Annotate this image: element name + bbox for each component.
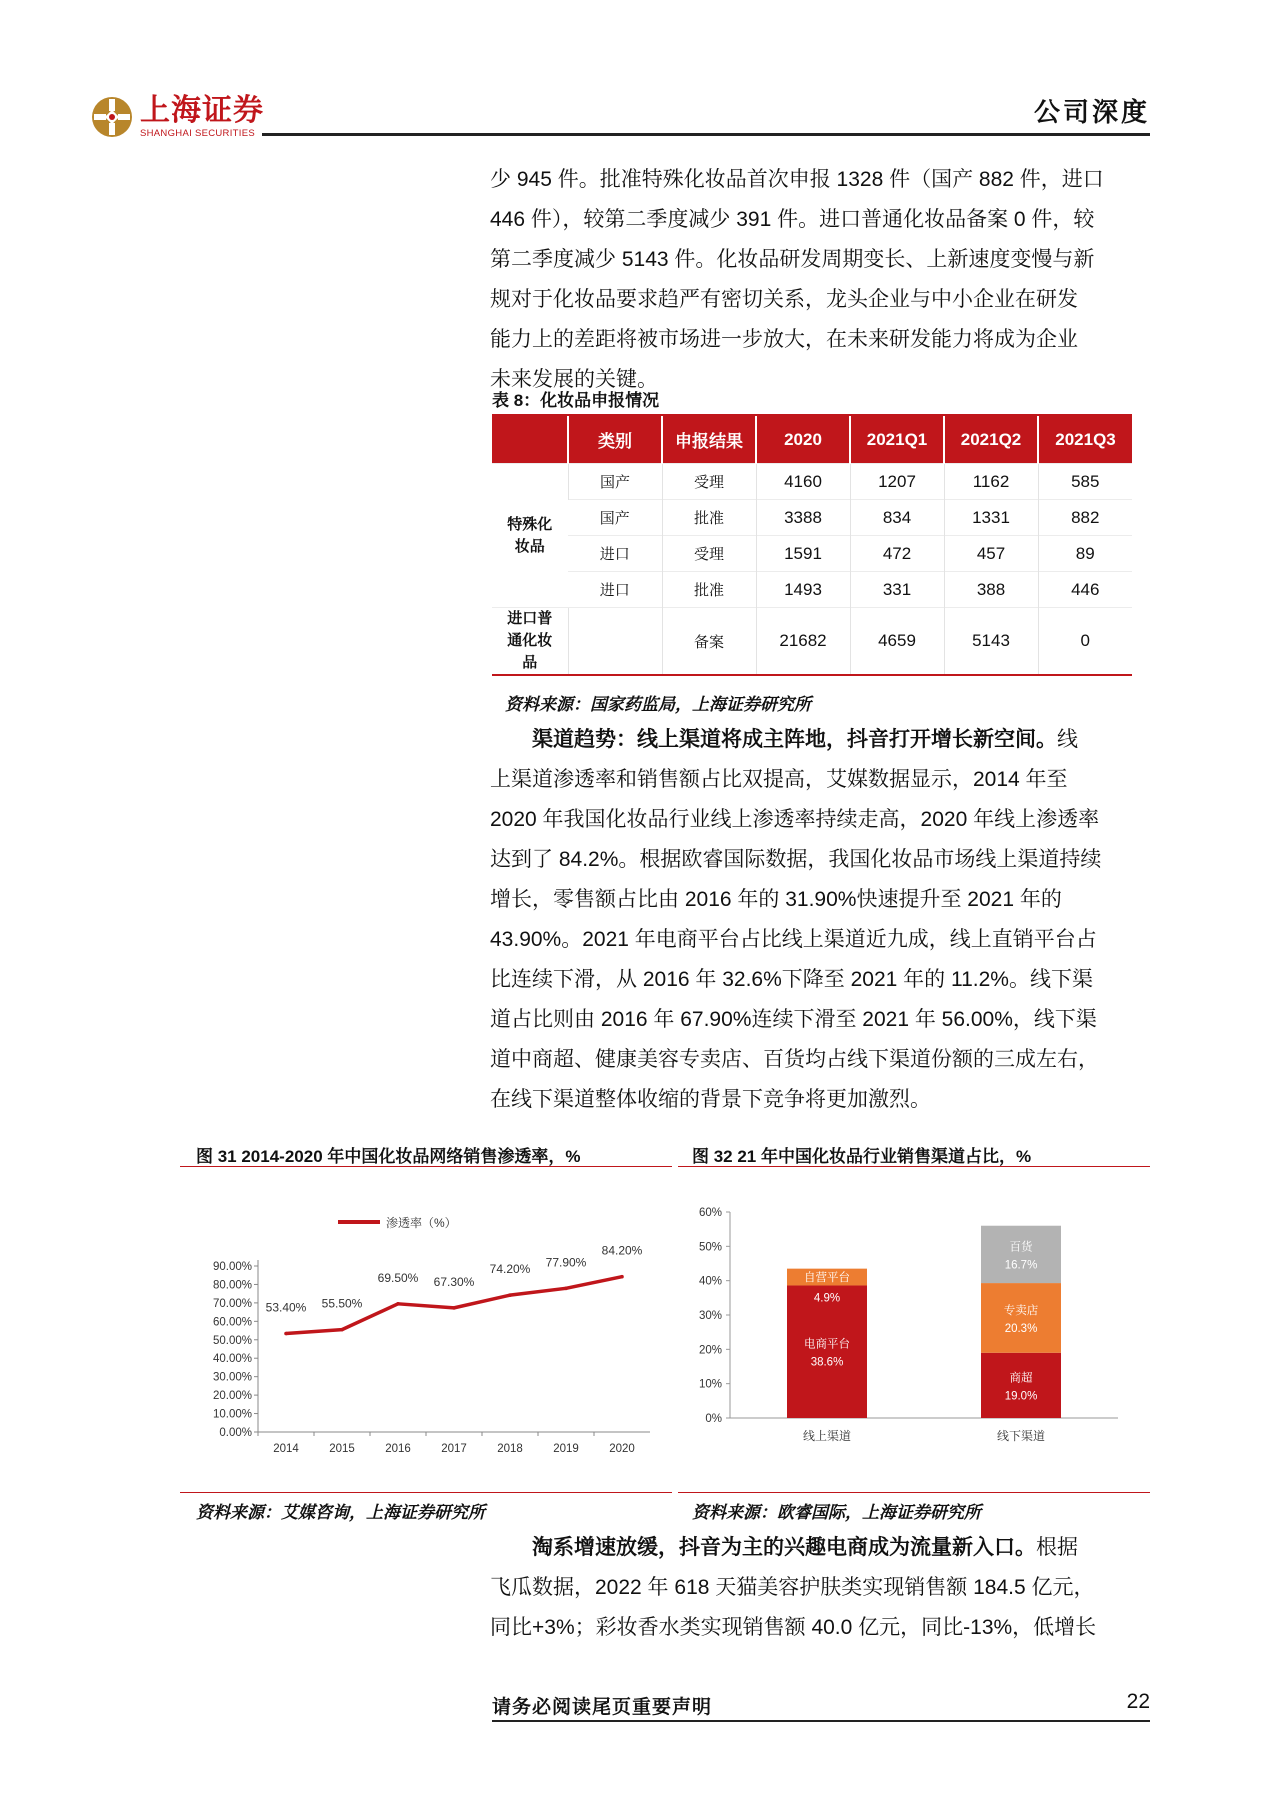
para2-lead: 渠道趋势：线上渠道将成主阵地，抖音打开增长新空间。 [532,728,1057,751]
para1-line: 446 件），较第二季度减少 391 件。进口普通化妆品备案 0 件，较 [490,208,1095,231]
table-cell: 834 [850,500,944,536]
bar-segment [981,1353,1061,1418]
x-tick-label: 2015 [329,1443,355,1455]
table-cell: 89 [1038,536,1132,572]
bar-segment [981,1283,1061,1353]
x-tick-label: 2014 [273,1443,299,1455]
y-tick-label: 10.00% [212,1408,252,1421]
data-label: 84.20% [601,1243,643,1258]
table-header-row [492,416,1132,464]
brand-logo [90,95,264,139]
table-cell: 1207 [850,464,944,500]
figure-32-bottom-rule [678,1492,1150,1493]
data-point [564,1287,568,1291]
para1-line: 第二季度减少 5143 件。化妆品研发周期变长、上新速度变慢与新 [490,248,1095,271]
table-cell: 批准 [662,500,756,536]
table-cell: 受理 [662,464,756,500]
data-point [620,1275,624,1279]
para1-line: 未来发展的关键。 [490,368,658,391]
table-cell: 批准 [662,572,756,608]
para1-line: 能力上的差距将被市场进一步放大，在未来研发能力将成为企业 [490,328,1078,351]
category-label: 线下渠道 [996,1429,1046,1443]
y-tick-label: 30.00% [212,1371,252,1384]
y-tick-label: 40.00% [212,1353,252,1366]
para3-lead: 淘系增速放缓，抖音为主的兴趣电商成为流量新入口。 [532,1536,1036,1559]
x-tick-label: 2019 [553,1443,579,1455]
para2-line: 达到了 84.2%。根据欧睿国际数据，我国化妆品市场线上渠道持续 [490,848,1102,871]
para2-line: 比连续下滑，从 2016 年 32.6%下降至 2021 年的 11.2%。线下渠 [490,968,1093,991]
table-cell: 国产 [568,500,662,536]
para1-line: 少 945 件。批准特殊化妆品首次申报 1328 件（国产 882 件，进口 [490,168,1104,191]
table-cell: 进口 [568,536,662,572]
data-label: 55.50% [321,1296,363,1311]
para1-line: 规对于化妆品要求趋严有密切关系，龙头企业与中小企业在研发 [490,288,1078,311]
body-paragraph-3 [490,1528,1150,1648]
logo-english-name: SHANGHAI SECURITIES [140,127,255,139]
segment-name-label: 商超 [1009,1372,1033,1385]
table-title: 表 8：化妆品申报情况 [492,391,660,410]
table-header-cell: 类别 [568,416,662,464]
segment-name-label: 专卖店 [1003,1304,1039,1317]
para2-line: 2020 年我国化妆品行业线上渗透率持续走高，2020 年线上渗透率 [490,808,1100,831]
segment-name-label: 自营平台 [804,1272,850,1285]
figure-31-title: 图 31 2014-2020 年中国化妆品网络销售渗透率，% [196,1147,581,1166]
y-tick-label: 90.00% [212,1261,252,1273]
table-cell: 0 [1038,608,1132,675]
y-tick-label: 20% [698,1344,722,1357]
footer-notice: 请务必阅读尾页重要声明 [492,1697,713,1718]
group-label-line: 进口普 [507,610,553,627]
y-tick-label: 50% [698,1241,722,1254]
data-point [452,1306,456,1310]
segment-value-label: 19.0% [1004,1390,1038,1403]
table-header-cell: 2021Q3 [1038,416,1132,464]
x-tick-label: 2016 [385,1443,411,1455]
penetration-line-chart [180,1186,672,1486]
table-cell: 备案 [662,608,756,675]
channel-stacked-bar-chart [678,1186,1150,1486]
table-cell: 446 [1038,572,1132,608]
y-tick-label: 30% [698,1310,722,1322]
bar-segment [787,1285,867,1418]
table-cell: 331 [850,572,944,608]
figure-32-title: 图 32 21 年中国化妆品行业销售渠道占比，% [692,1147,1032,1166]
x-tick-label: 2018 [497,1443,523,1455]
declaration-table [492,414,1132,676]
table-header-cell: 2020 [756,416,850,464]
data-label: 74.20% [489,1262,531,1277]
para2-line: 道中商超、健康美容专卖店、百货均占线下渠道份额的三成左右， [490,1048,1099,1071]
table-row [492,608,1132,675]
bar-segment [981,1226,1061,1283]
data-point [340,1328,344,1332]
data-label: 53.40% [265,1300,307,1315]
para3-line: 飞瓜数据，2022 年 618 天猫美容护肤类实现销售额 184.5 亿元， [490,1576,1095,1599]
para2-line: 43.90%。2021 年电商平台占比线上渠道近九成，线上直销平台占 [490,928,1097,951]
y-tick-label: 60% [698,1207,722,1219]
x-tick-label: 2017 [441,1443,467,1455]
table-header-cell: 2021Q2 [944,416,1038,464]
segment-name-label: 百货 [1009,1241,1033,1254]
footer-divider [492,1720,1150,1722]
table-row [492,536,1132,572]
table-cell: 5143 [944,608,1038,675]
para2-line: 上渠道渗透率和销售额占比双提高，艾媒数据显示，2014 年至 [490,768,1068,791]
category-label: 线上渠道 [802,1429,852,1443]
group-label-line: 通化妆 [507,632,553,649]
group-cell-import-general [492,608,568,675]
table-cell: 3388 [756,500,850,536]
table-cell [568,608,662,675]
y-tick-label: 60.00% [212,1316,252,1329]
y-tick-label: 20.00% [212,1390,252,1403]
para3-line: 同比+3%；彩妆香水类实现销售额 40.0 亿元，同比-13%，低增长 [490,1616,1097,1639]
legend-label: 渗透率（%） [386,1216,457,1230]
figure-31-top-rule [180,1166,672,1167]
y-tick-label: 10% [698,1378,722,1391]
para2-line: 在线下渠道整体收缩的背景下竞争将更加激烈。 [490,1088,931,1111]
group-label-line: 妆品 [514,537,545,555]
figure-32-source: 资料来源：欧睿国际，上海证券研究所 [692,1503,981,1522]
table-cell: 国产 [568,464,662,500]
table-cell: 4160 [756,464,850,500]
data-point [508,1293,512,1297]
table-cell: 585 [1038,464,1132,500]
table-cell: 472 [850,536,944,572]
logo-mark-icon [90,95,134,139]
table-cell: 1162 [944,464,1038,500]
table-cell: 受理 [662,536,756,572]
table-cell: 1493 [756,572,850,608]
segment-value-label: 16.7% [1004,1259,1038,1272]
section-tag: 公司深度 [1033,97,1150,127]
y-tick-label: 70.00% [212,1297,252,1310]
body-paragraph-1 [490,160,1150,400]
table-cell: 388 [944,572,1038,608]
y-tick-label: 0% [705,1413,722,1425]
segment-value-label: 4.9% [813,1292,841,1305]
table-cell: 21682 [756,608,850,675]
table-header-cell: 申报结果 [662,416,756,464]
table-row [492,464,1132,500]
para3-line: 根据 [1036,1536,1078,1559]
group-label-line: 特殊化 [507,515,553,533]
figure-31-source: 资料来源：艾媒咨询，上海证券研究所 [196,1503,485,1522]
table-cell: 4659 [850,608,944,675]
group-cell-special [492,464,568,608]
logo-chinese-name: 上海证券 [140,93,264,127]
segment-value-label: 20.3% [1004,1322,1038,1335]
data-label: 67.30% [433,1274,475,1289]
table-row [492,572,1132,608]
para2-line: 线 [1057,728,1078,751]
figure-31-bottom-rule [180,1492,672,1493]
segment-name-label: 电商平台 [804,1338,850,1351]
table-cell: 进口 [568,572,662,608]
para2-line: 道占比则由 2016 年 67.90%连续下滑至 2021 年 56.00%，线下渠 [490,1008,1097,1031]
page-number: 22 [1126,1690,1150,1713]
segment-value-label: 38.6% [810,1356,844,1369]
table-cell: 1331 [944,500,1038,536]
table-source: 资料来源：国家药监局，上海证券研究所 [505,695,811,714]
x-tick-label: 2020 [609,1443,635,1455]
body-paragraph-2 [490,720,1150,1120]
group-label-line: 品 [522,654,538,671]
y-tick-label: 0.00% [219,1427,252,1439]
table-cell: 882 [1038,500,1132,536]
table-cell: 457 [944,536,1038,572]
data-point [284,1332,288,1336]
table-header-cell [492,416,568,464]
y-tick-label: 80.00% [212,1279,252,1292]
table-header-cell: 2021Q1 [850,416,944,464]
table-cell: 1591 [756,536,850,572]
table-row [492,500,1132,536]
header-divider [262,133,1150,136]
figure-32-top-rule [678,1166,1150,1167]
para2-line: 增长，零售额占比由 2016 年的 31.90%快速提升至 2021 年的 [490,888,1062,911]
y-tick-label: 40% [698,1275,722,1288]
data-point [396,1302,400,1306]
y-tick-label: 50.00% [212,1334,252,1347]
data-label: 77.90% [545,1255,587,1270]
data-label: 69.50% [377,1270,419,1285]
